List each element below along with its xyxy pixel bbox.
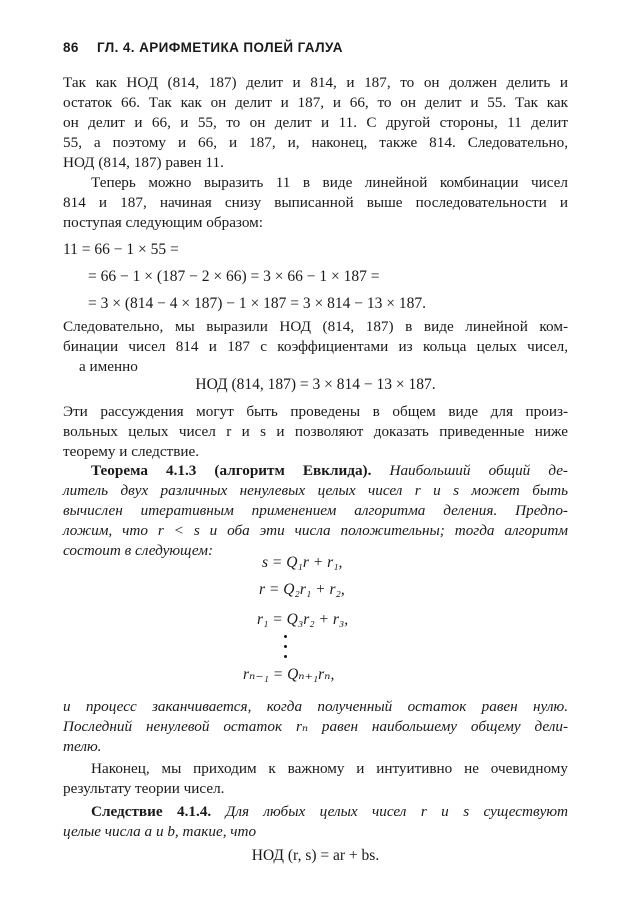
corollary-line: целые числа a и b, такие, что [63,823,257,840]
para5-line: Наконец, мы приходим к важному и интуитивно не очевидному [91,760,568,777]
para1-line: он делит и 66, и 55, то он делит и 11. С другой стороны, 11 делит [63,114,568,131]
page-number: 86 [63,40,79,55]
equation-line: 11 = 66 − 1 × 55 = [63,241,179,258]
theorem-line: вычислен итеративным применением алгоритма деления. Предпо- [63,502,568,519]
equation-line: = 66 − 1 × (187 − 2 × 66) = 3 × 66 − 1 × 187 = [88,268,380,285]
result-equation: НОД (814, 187) = 3 × 814 − 13 × 187. [195,376,436,393]
para4-line: вольных целых чисел r и s и позволяют доказать приведенные ниже [63,423,568,440]
algorithm-step: r₁ = Q₃r₂ + r₃, [257,611,349,628]
theorem-line: состоит в следующем: [63,542,213,559]
corollary-equation: НОД (r, s) = ar + bs. [251,847,380,864]
para5-line: результату теории чисел. [63,780,225,797]
running-header [63,40,343,55]
corollary-text: Для любых целых чисел r и s существуют [225,803,569,820]
para2-line: 814 и 187, начиная снизу выписанной выше последовательности и [63,194,568,211]
para4-line: теорему и следствие. [63,443,200,460]
para3-line: Следовательно, мы выразили НОД (814, 187) в виде линейной ком- [63,318,568,335]
ellipsis-dot [284,655,287,658]
theorem-end-line: телю. [63,738,102,755]
ellipsis-dot [284,635,287,638]
corollary-label: Следствие 4.1.4. [91,803,212,820]
ellipsis-dot [284,645,287,648]
para3-line: бинации чисел 814 и 187 с коэффициентами из кольца целых чисел, [63,338,568,355]
equation-line: = 3 × (814 − 4 × 187) − 1 × 187 = 3 × 814 − 13 × 187. [88,295,426,312]
theorem-line: ложим, что r < s и оба эти числа положительны; тогда алгоритм [63,522,568,539]
para1-line: НОД (814, 187) равен 11. [63,154,224,171]
theorem-line: литель двух различных ненулевых целых чисел r и s может быть [63,482,568,499]
para2-line: Теперь можно выразить 11 в виде линейной комбинации чисел [91,174,568,191]
para1-line: Так как НОД (814, 187) делит и 814, и 187, то он должен делить и [63,74,568,91]
para3-line: а именно [79,358,138,375]
algorithm-step: s = Q₁r + r₁, [262,554,343,571]
theorem-end-line: и процесс заканчивается, когда полученный остаток равен нулю. [63,698,568,715]
theorem-text: Наибольший общий де- [389,462,568,479]
theorem-title-line [91,462,568,480]
algorithm-step: r = Q₂r₁ + r₂, [259,581,345,598]
theorem-end-line: Последний ненулевой остаток rₙ равен наибольшему общему дели- [63,718,568,735]
corollary-title-line [91,803,568,821]
para4-line: Эти рассуждения могут быть проведены в общем виде для произ- [63,403,568,420]
theorem-label: Теорема 4.1.3 (алгоритм Евклида). [91,462,372,479]
algorithm-step: rₙ₋₁ = Qₙ₊₁rₙ, [243,666,335,683]
para1-line: 55, а поэтому и 66, и 187, и, наконец, также 814. Следовательно, [63,134,568,151]
para1-line: остаток 66. Так как он делит и 187, и 66, то он делит и 55. Так как [63,94,568,111]
para2-line: поступая следующим образом: [63,214,263,231]
running-title: ГЛ. 4. АРИФМЕТИКА ПОЛЕЙ ГАЛУА [96,40,343,55]
